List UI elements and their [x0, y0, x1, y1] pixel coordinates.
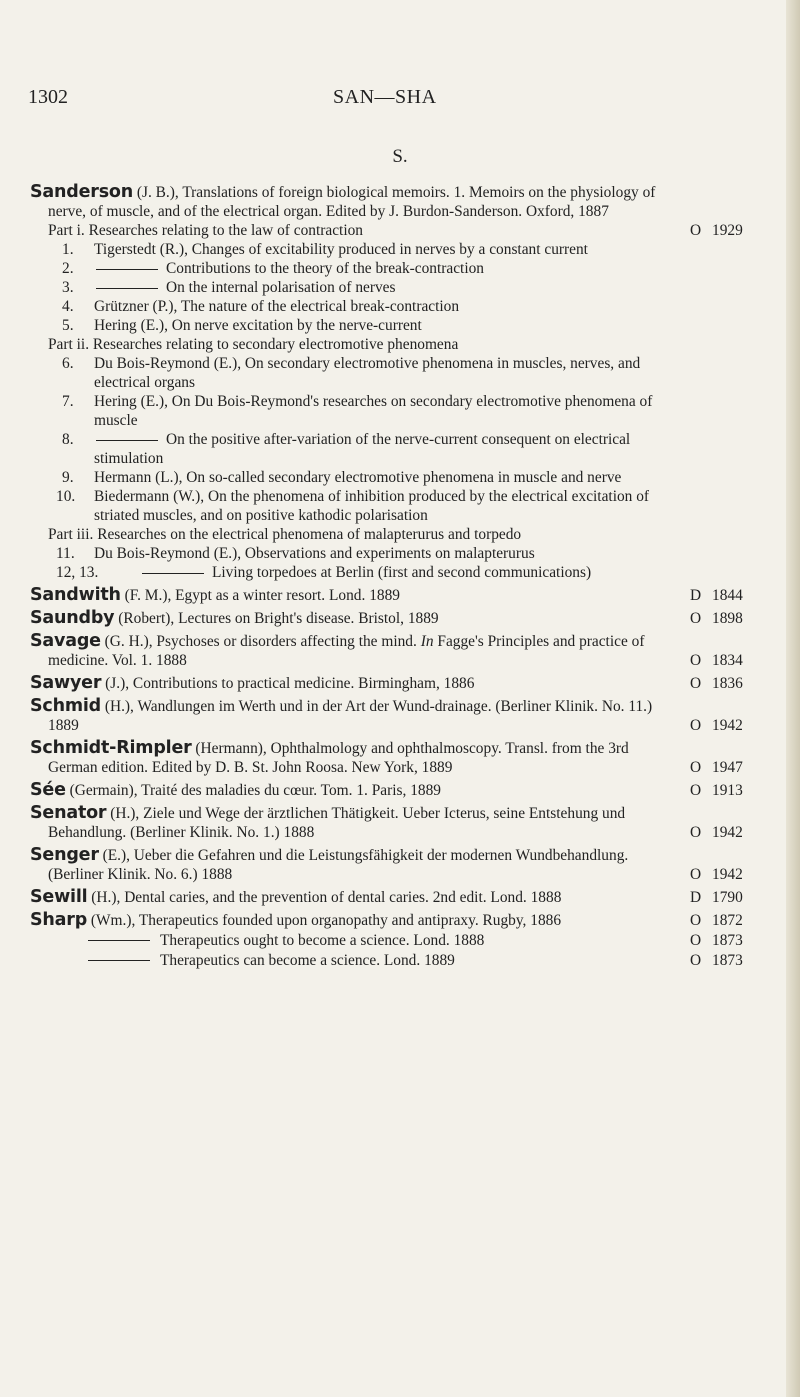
part-label: Part i. — [48, 222, 85, 239]
entry-description: (G. H.), Psychoses or disorders affecting the mind. — [100, 633, 421, 650]
entry-author: Sawyer — [30, 673, 102, 693]
item-number: 1. — [62, 241, 74, 258]
list-item — [30, 487, 760, 525]
location-year: 1942 — [712, 866, 743, 883]
location-year: 1844 — [712, 587, 743, 604]
list-item — [30, 563, 760, 582]
entry-text — [30, 632, 760, 670]
page-header — [28, 86, 768, 114]
location-year: 1836 — [712, 675, 743, 692]
item-text: Grützner (P.), The nature of the electrical break-contraction — [94, 298, 460, 315]
entry-description: (Wm.), Therapeutics founded upon organopathy and antipraxy. Rugby, 1886 — [87, 912, 562, 929]
item-text: Contributions to the theory of the break-contraction — [166, 260, 484, 277]
entry-author: Sée — [30, 780, 66, 800]
ditto-dash — [96, 288, 158, 289]
location-code: D — [690, 889, 702, 906]
entry-author: Sharp — [30, 910, 88, 930]
entry-author: Saundby — [30, 608, 115, 628]
running-title: SAN—SHA — [333, 86, 437, 108]
entry-author: Sandwith — [30, 585, 121, 605]
location-year: 1942 — [712, 717, 743, 734]
list-item — [30, 544, 760, 563]
location-code: O — [690, 610, 702, 627]
list-item — [30, 354, 760, 392]
entry-author: Sewill — [30, 887, 88, 907]
entry-location — [690, 651, 760, 670]
entry-description: (Robert), Lectures on Bright's disease. Bristol, 1889 — [114, 610, 439, 627]
entry-author: Sanderson — [30, 182, 133, 202]
entry-text — [30, 609, 760, 628]
item-number: 11. — [56, 545, 75, 562]
ditto-dash — [96, 269, 158, 270]
page-edge — [786, 0, 800, 1397]
location-code: O — [690, 759, 702, 776]
ditto-dash — [96, 440, 158, 441]
item-text: Tigerstedt (R.), Changes of excitability produced in nerves by a constant current — [94, 241, 588, 258]
part-label: Part iii. — [48, 526, 94, 543]
ditto-dash — [88, 940, 150, 941]
entry-location — [690, 823, 760, 842]
entry-text — [30, 739, 760, 777]
location-year: 1872 — [712, 912, 743, 929]
part-title: Researches relating to secondary electromotive phenomena — [92, 336, 459, 353]
entry-text — [30, 804, 760, 842]
location-code: O — [690, 782, 702, 799]
item-text: Hering (E.), On nerve excitation by the nerve-current — [94, 317, 422, 334]
item-text: Du Bois-Reymond (E.), Observations and experiments on malapterurus — [94, 545, 535, 562]
entry-sawyer — [30, 674, 760, 693]
entry-text — [30, 781, 760, 800]
part-title: Researches relating to the law of contraction — [88, 222, 363, 239]
entry-text — [30, 911, 760, 930]
item-number: 6. — [62, 355, 74, 372]
entry-author: Savage — [30, 631, 101, 651]
entry-author: Senator — [30, 803, 107, 823]
entry-senator — [30, 804, 760, 842]
location-year: 1834 — [712, 652, 743, 669]
location-year: 1873 — [712, 952, 743, 969]
entry-description: (Hermann), Ophthalmology and ophthalmoscopy. Transl. from the 3rd German edition. Edited by D. B. St. John Roosa. New York, 1889 — [48, 740, 629, 776]
entry-description: (E.), Ueber die Gefahren und die Leistungsfähigkeit der modernen Wundbehandlung. (Berliner Klinik. No. 6.) 1888 — [48, 847, 629, 883]
location-year: 1947 — [712, 759, 743, 776]
entry-sanderson — [30, 183, 760, 582]
location-code: O — [690, 952, 702, 969]
entry-text — [30, 697, 760, 735]
location-code: O — [690, 912, 702, 929]
entry-savage — [30, 632, 760, 670]
entry-location — [690, 951, 760, 970]
list-item — [30, 468, 760, 487]
item-number: 9. — [62, 469, 74, 486]
ditto-dash — [142, 573, 204, 574]
item-text: Biedermann (W.), On the phenomena of inhibition produced by the electrical excitation of striated muscles, and on positive kathodic polarisation — [94, 488, 650, 524]
item-number: 5. — [62, 317, 74, 334]
entry-schmid — [30, 697, 760, 735]
entry-location — [690, 888, 760, 907]
entry-location — [690, 674, 760, 693]
entry-text — [30, 674, 760, 693]
entry-location — [690, 865, 760, 884]
part-heading — [30, 525, 760, 544]
entry-schmidt-rimpler — [30, 739, 760, 777]
list-item — [30, 240, 760, 259]
item-number: 12, 13. — [56, 564, 99, 581]
location-code: O — [690, 824, 702, 841]
list-item — [30, 430, 760, 468]
entry-author: Schmid — [30, 696, 101, 716]
entry-sharp-continued — [30, 951, 760, 970]
page-number: 1302 — [28, 86, 68, 108]
entry-in-label: In — [420, 633, 434, 650]
entry-author: Senger — [30, 845, 99, 865]
item-text: Hermann (L.), On so-called secondary electromotive phenomena in muscle and nerve — [94, 469, 622, 486]
location-code: O — [690, 222, 702, 239]
entry-description: (H.), Dental caries, and the prevention of dental caries. 2nd edit. Lond. 1888 — [87, 889, 562, 906]
entry-location — [690, 758, 760, 777]
entry-description: (H.), Wandlungen im Werth und in der Art der Wund-drainage. (Berliner Klinik. No. 11.) 1889 — [48, 698, 653, 734]
entry-text — [30, 846, 760, 884]
item-text: On the positive after-variation of the nerve-current consequent on electrical stimulation — [94, 431, 631, 467]
item-text: Du Bois-Reymond (E.), On secondary electromotive phenomena in muscles, nerves, and electrical organs — [94, 355, 641, 391]
item-text: Hering (E.), On Du Bois-Reymond's researches on secondary electromotive phenomena of muscle — [94, 393, 653, 429]
location-year: 1913 — [712, 782, 743, 799]
entry-description: (Germain), Traité des maladies du cœur. Tom. 1. Paris, 1889 — [65, 782, 441, 799]
entry-sharp-continued — [30, 931, 760, 950]
entry-sewill — [30, 888, 760, 907]
list-item — [30, 297, 760, 316]
catalogue-entries — [30, 183, 760, 970]
entry-senger — [30, 846, 760, 884]
item-number: 3. — [62, 279, 74, 296]
section-letter: S. — [392, 146, 408, 167]
entry-sharp — [30, 911, 760, 930]
location-code: O — [690, 675, 702, 692]
entry-location — [690, 931, 760, 950]
location-code: O — [690, 866, 702, 883]
part-heading — [30, 335, 760, 354]
location-code: O — [690, 932, 702, 949]
entry-text — [30, 586, 760, 605]
list-item — [30, 392, 760, 430]
entry-description: (H.), Ziele und Wege der ärztlichen Thätigkeit. Ueber Icterus, seine Entstehung und Behandlung. (Berliner Klinik. No. 1.) 1888 — [48, 805, 626, 841]
entry-text — [30, 888, 760, 907]
item-number: 4. — [62, 298, 74, 315]
entry-location — [690, 911, 760, 930]
part-title: Researches on the electrical phenomena of malapterurus and torpedo — [97, 526, 522, 543]
entry-description-continued: Fagge's Principles and practice of medicine. Vol. 1. 1888 — [48, 633, 645, 669]
entry-description: Therapeutics ought to become a science. Lond. 1888 — [160, 932, 485, 949]
entry-text — [30, 183, 760, 221]
item-text: Living torpedoes at Berlin (first and second communications) — [212, 564, 592, 581]
entry-description: (J. B.), Translations of foreign biological memoirs. 1. Memoirs on the physiology of nerve, of muscle, and of the electrical organ. Edited by J. Burdon-Sanderson. Oxford, 1887 — [48, 184, 656, 220]
entry-sandwith — [30, 586, 760, 605]
entry-saundby — [30, 609, 760, 628]
part-heading — [30, 221, 760, 240]
entry-see — [30, 781, 760, 800]
location-year: 1942 — [712, 824, 743, 841]
entry-location — [690, 781, 760, 800]
ditto-dash — [88, 960, 150, 961]
list-item — [30, 316, 760, 335]
item-number: 10. — [56, 488, 76, 505]
entry-description: Therapeutics can become a science. Lond. 1889 — [160, 952, 455, 969]
location-year: 1898 — [712, 610, 743, 627]
entry-location — [690, 716, 760, 735]
location-code: O — [690, 652, 702, 669]
location-year: 1929 — [712, 222, 743, 239]
item-number: 8. — [62, 431, 74, 448]
list-item — [30, 278, 760, 297]
entry-description: (J.), Contributions to practical medicine. Birmingham, 1886 — [101, 675, 475, 692]
location-code: D — [690, 587, 702, 604]
location-year: 1873 — [712, 932, 743, 949]
item-text: On the internal polarisation of nerves — [166, 279, 396, 296]
item-number: 7. — [62, 393, 74, 410]
entry-description: (F. M.), Egypt as a winter resort. Lond. 1889 — [120, 587, 400, 604]
entry-location — [690, 609, 760, 628]
location-year: 1790 — [712, 889, 743, 906]
location-code: O — [690, 717, 702, 734]
part-label: Part ii. — [48, 336, 90, 353]
item-number: 2. — [62, 260, 74, 277]
entry-author: Schmidt-Rimpler — [30, 738, 192, 758]
list-item — [30, 259, 760, 278]
entry-location — [690, 586, 760, 605]
